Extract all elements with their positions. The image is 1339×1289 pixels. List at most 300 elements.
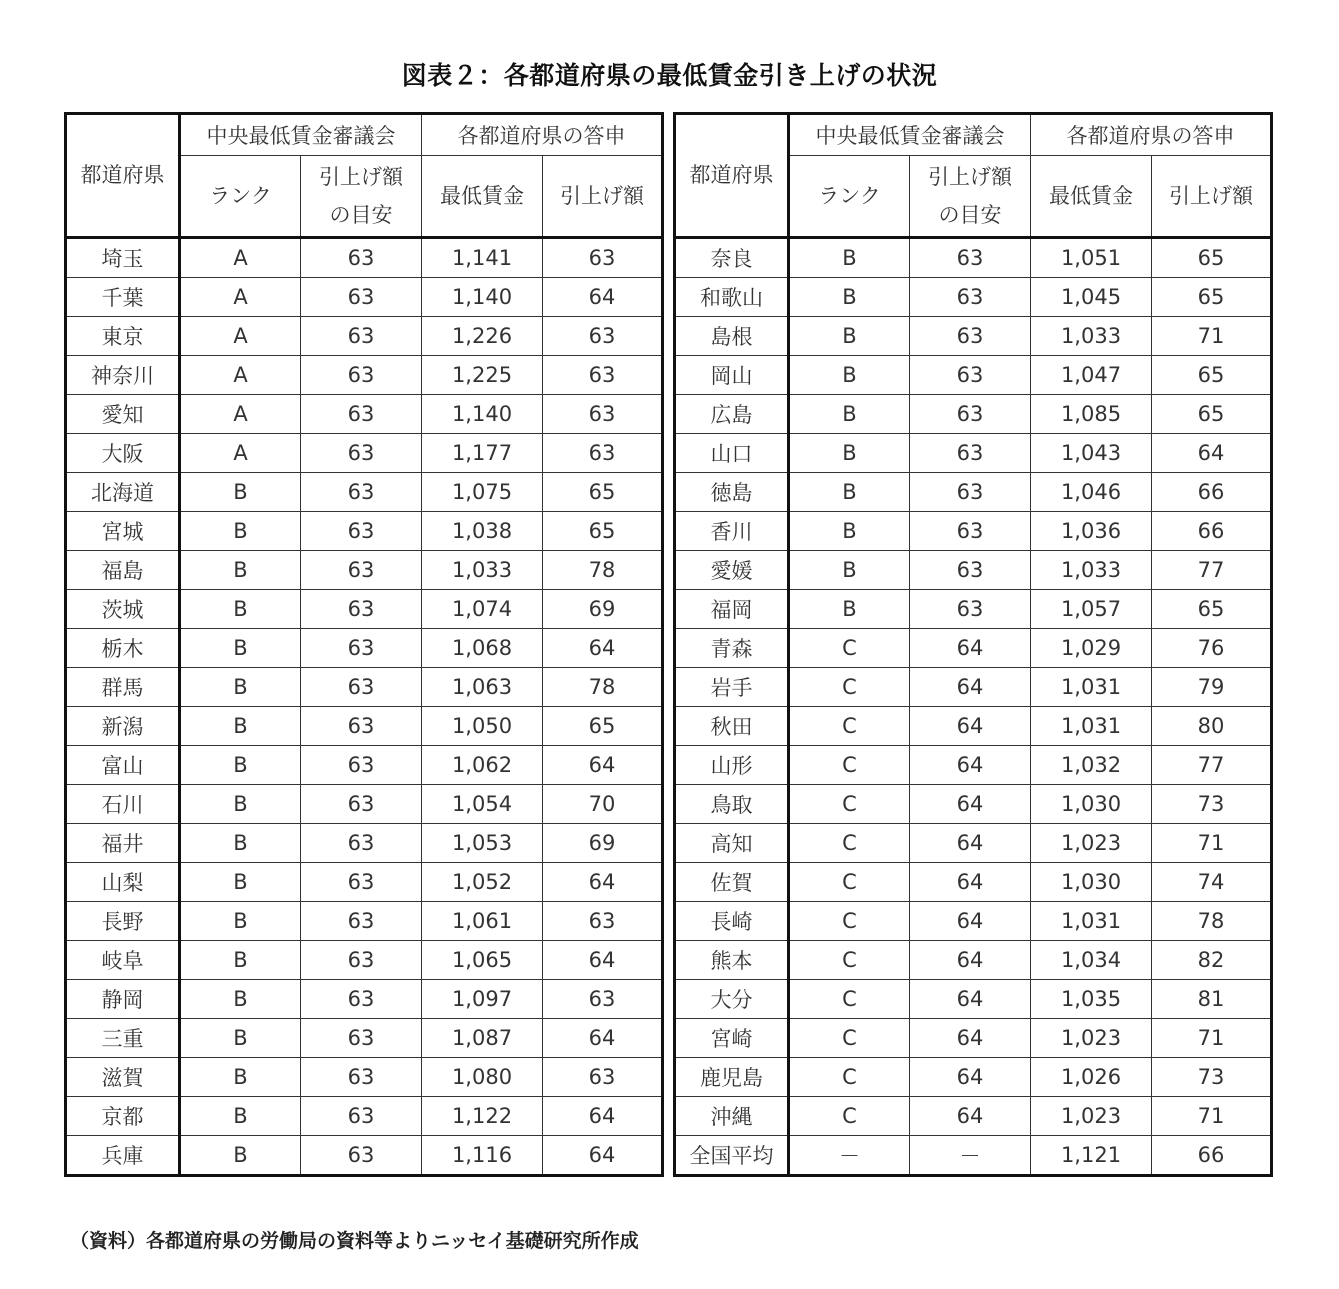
guideline-cell: 63 — [301, 356, 422, 395]
increase-cell: 71 — [1152, 317, 1272, 356]
min-wage-cell: 1,023 — [1031, 1019, 1152, 1058]
table-row — [675, 746, 1272, 785]
min-wage-cell: 1,031 — [1031, 668, 1152, 707]
increase-cell: 64 — [543, 1097, 663, 1136]
increase-cell: 65 — [1152, 590, 1272, 629]
prefecture-cell: 岩手 — [675, 668, 789, 707]
header-guideline — [910, 156, 1031, 238]
rank-cell: B — [180, 980, 301, 1019]
prefecture-cell: 北海道 — [66, 473, 180, 512]
prefecture-cell: 新潟 — [66, 707, 180, 746]
header-prefecture: 都道府県 — [66, 114, 180, 238]
source-note: （資料）各都道府県の労働局の資料等よりニッセイ基礎研究所作成 — [70, 1230, 639, 1252]
increase-cell: 77 — [1152, 551, 1272, 590]
prefecture-cell: 佐賀 — [675, 863, 789, 902]
rank-cell: C — [789, 1058, 910, 1097]
increase-cell: 77 — [1152, 746, 1272, 785]
table-row — [675, 551, 1272, 590]
table-row — [675, 590, 1272, 629]
prefecture-cell: 宮城 — [66, 512, 180, 551]
table-row — [66, 629, 663, 668]
rank-cell: B — [789, 278, 910, 317]
rank-cell: C — [789, 707, 910, 746]
table-row — [675, 395, 1272, 434]
increase-cell: 81 — [1152, 980, 1272, 1019]
guideline-cell: 64 — [910, 863, 1031, 902]
increase-cell: 64 — [543, 863, 663, 902]
min-wage-cell: 1,038 — [422, 512, 543, 551]
rank-cell: B — [180, 707, 301, 746]
header-central-council: 中央最低賃金審議会 — [180, 114, 422, 156]
guideline-cell: 63 — [301, 824, 422, 863]
table-row — [675, 941, 1272, 980]
guideline-cell: 63 — [301, 590, 422, 629]
increase-cell: 63 — [543, 238, 663, 278]
prefecture-cell: 三重 — [66, 1019, 180, 1058]
guideline-cell: 63 — [301, 980, 422, 1019]
increase-cell: 65 — [1152, 278, 1272, 317]
prefecture-cell: 大分 — [675, 980, 789, 1019]
increase-cell: 64 — [543, 1136, 663, 1176]
table-row — [675, 512, 1272, 551]
prefecture-cell: 長崎 — [675, 902, 789, 941]
rank-cell: B — [180, 473, 301, 512]
rank-cell: B — [789, 317, 910, 356]
rank-cell: B — [180, 746, 301, 785]
header-min-wage: 最低賃金 — [1031, 156, 1152, 238]
table-row — [66, 707, 663, 746]
prefecture-cell: 山口 — [675, 434, 789, 473]
min-wage-cell: 1,023 — [1031, 824, 1152, 863]
prefecture-cell: 熊本 — [675, 941, 789, 980]
table-row — [66, 473, 663, 512]
rank-cell: B — [789, 590, 910, 629]
rank-cell: B — [180, 551, 301, 590]
increase-cell: 66 — [1152, 512, 1272, 551]
rank-cell: B — [180, 863, 301, 902]
prefecture-cell: 神奈川 — [66, 356, 180, 395]
min-wage-cell: 1,047 — [1031, 356, 1152, 395]
min-wage-cell: 1,029 — [1031, 629, 1152, 668]
guideline-cell: 63 — [301, 785, 422, 824]
header-prefecture: 都道府県 — [675, 114, 789, 238]
min-wage-cell: 1,034 — [1031, 941, 1152, 980]
table-row — [675, 863, 1272, 902]
min-wage-cell: 1,031 — [1031, 902, 1152, 941]
table-row — [675, 1058, 1272, 1097]
prefecture-cell: 愛知 — [66, 395, 180, 434]
min-wage-cell: 1,043 — [1031, 434, 1152, 473]
table-row — [675, 473, 1272, 512]
table-row — [66, 941, 663, 980]
increase-cell: 63 — [543, 980, 663, 1019]
rank-cell: C — [789, 941, 910, 980]
table-row — [66, 980, 663, 1019]
increase-cell: 70 — [543, 785, 663, 824]
min-wage-cell: 1,033 — [1031, 551, 1152, 590]
table-body-left — [66, 238, 663, 1176]
table-row — [66, 785, 663, 824]
guideline-cell: 63 — [910, 473, 1031, 512]
header-increase: 引上げ額 — [543, 156, 663, 238]
prefecture-cell: 岐阜 — [66, 941, 180, 980]
table-row — [66, 356, 663, 395]
rank-cell: B — [789, 512, 910, 551]
min-wage-cell: 1,023 — [1031, 1097, 1152, 1136]
increase-cell: 82 — [1152, 941, 1272, 980]
increase-cell: 64 — [543, 629, 663, 668]
prefecture-cell: 東京 — [66, 317, 180, 356]
guideline-cell: 64 — [910, 1097, 1031, 1136]
table-row — [675, 980, 1272, 1019]
prefecture-cell: 山梨 — [66, 863, 180, 902]
table-row — [66, 902, 663, 941]
prefecture-cell: 全国平均 — [675, 1136, 789, 1176]
table-row — [66, 863, 663, 902]
table-row — [66, 746, 663, 785]
rank-cell: B — [180, 1136, 301, 1176]
min-wage-cell: 1,062 — [422, 746, 543, 785]
min-wage-cell: 1,226 — [422, 317, 543, 356]
prefecture-cell: 石川 — [66, 785, 180, 824]
header-prefecture-report: 各都道府県の答申 — [1031, 114, 1272, 156]
table-row — [675, 1136, 1272, 1176]
header-guideline-line1: 引上げ額 — [928, 165, 1012, 189]
min-wage-cell: 1,031 — [1031, 707, 1152, 746]
rank-cell: C — [789, 980, 910, 1019]
guideline-cell: 63 — [910, 317, 1031, 356]
min-wage-cell: 1,053 — [422, 824, 543, 863]
min-wage-cell: 1,074 — [422, 590, 543, 629]
rank-cell: B — [789, 395, 910, 434]
guideline-cell: 63 — [301, 1058, 422, 1097]
rank-cell: A — [180, 278, 301, 317]
prefecture-cell: 大阪 — [66, 434, 180, 473]
rank-cell: － — [789, 1136, 910, 1176]
table-row — [66, 512, 663, 551]
guideline-cell: 63 — [301, 395, 422, 434]
guideline-cell: 64 — [910, 785, 1031, 824]
rank-cell: C — [789, 785, 910, 824]
increase-cell: 69 — [543, 590, 663, 629]
increase-cell: 65 — [543, 512, 663, 551]
guideline-cell: 63 — [910, 395, 1031, 434]
increase-cell: 78 — [543, 668, 663, 707]
min-wage-cell: 1,141 — [422, 238, 543, 278]
guideline-cell: 63 — [910, 238, 1031, 278]
table-row — [66, 278, 663, 317]
rank-cell: C — [789, 668, 910, 707]
header-increase: 引上げ額 — [1152, 156, 1272, 238]
guideline-cell: 64 — [910, 1019, 1031, 1058]
table-row — [675, 1019, 1272, 1058]
rank-cell: A — [180, 238, 301, 278]
min-wage-cell: 1,051 — [1031, 238, 1152, 278]
min-wage-cell: 1,116 — [422, 1136, 543, 1176]
min-wage-cell: 1,122 — [422, 1097, 543, 1136]
increase-cell: 66 — [1152, 1136, 1272, 1176]
prefecture-cell: 京都 — [66, 1097, 180, 1136]
guideline-cell: 63 — [910, 434, 1031, 473]
increase-cell: 65 — [543, 473, 663, 512]
min-wage-cell: 1,057 — [1031, 590, 1152, 629]
increase-cell: 71 — [1152, 824, 1272, 863]
table-row — [66, 434, 663, 473]
rank-cell: B — [789, 356, 910, 395]
guideline-cell: 63 — [301, 434, 422, 473]
prefecture-cell: 秋田 — [675, 707, 789, 746]
page-title: 図表２：各都道府県の最低賃金引き上げの状況 — [401, 61, 938, 90]
increase-cell: 66 — [1152, 473, 1272, 512]
increase-cell: 63 — [543, 902, 663, 941]
guideline-cell: 63 — [301, 1136, 422, 1176]
guideline-cell: 63 — [301, 629, 422, 668]
prefecture-cell: 広島 — [675, 395, 789, 434]
prefecture-cell: 島根 — [675, 317, 789, 356]
increase-cell: 74 — [1152, 863, 1272, 902]
prefecture-cell: 山形 — [675, 746, 789, 785]
guideline-cell: 63 — [301, 1019, 422, 1058]
rank-cell: B — [180, 1019, 301, 1058]
guideline-cell: 63 — [910, 512, 1031, 551]
increase-cell: 65 — [1152, 238, 1272, 278]
min-wage-cell: 1,030 — [1031, 863, 1152, 902]
wage-table-right — [673, 112, 1273, 1177]
rank-cell: B — [789, 434, 910, 473]
header-guideline-line2: の目安 — [938, 203, 1002, 227]
min-wage-cell: 1,087 — [422, 1019, 543, 1058]
prefecture-cell: 千葉 — [66, 278, 180, 317]
header-min-wage: 最低賃金 — [422, 156, 543, 238]
header-guideline — [301, 156, 422, 238]
min-wage-cell: 1,035 — [1031, 980, 1152, 1019]
table-row — [66, 551, 663, 590]
prefecture-cell: 埼玉 — [66, 238, 180, 278]
rank-cell: B — [789, 551, 910, 590]
min-wage-cell: 1,225 — [422, 356, 543, 395]
guideline-cell: 63 — [301, 238, 422, 278]
increase-cell: 64 — [543, 941, 663, 980]
prefecture-cell: 沖縄 — [675, 1097, 789, 1136]
table-row — [675, 1097, 1272, 1136]
increase-cell: 63 — [543, 356, 663, 395]
rank-cell: B — [180, 512, 301, 551]
min-wage-cell: 1,121 — [1031, 1136, 1152, 1176]
rank-cell: C — [789, 629, 910, 668]
increase-cell: 78 — [1152, 902, 1272, 941]
rank-cell: B — [180, 1097, 301, 1136]
guideline-cell: 64 — [910, 746, 1031, 785]
min-wage-cell: 1,177 — [422, 434, 543, 473]
header-central-council: 中央最低賃金審議会 — [789, 114, 1031, 156]
prefecture-cell: 鳥取 — [675, 785, 789, 824]
increase-cell: 73 — [1152, 785, 1272, 824]
min-wage-cell: 1,065 — [422, 941, 543, 980]
increase-cell: 63 — [543, 395, 663, 434]
guideline-cell: 63 — [910, 356, 1031, 395]
increase-cell: 65 — [1152, 356, 1272, 395]
table-row — [66, 395, 663, 434]
table-row — [675, 629, 1272, 668]
min-wage-cell: 1,032 — [1031, 746, 1152, 785]
prefecture-cell: 栃木 — [66, 629, 180, 668]
table-row — [675, 278, 1272, 317]
table-row — [66, 824, 663, 863]
table-row — [675, 902, 1272, 941]
header-rank: ランク — [180, 156, 301, 238]
guideline-cell: 63 — [910, 551, 1031, 590]
table-row — [66, 668, 663, 707]
increase-cell: 69 — [543, 824, 663, 863]
rank-cell: B — [180, 902, 301, 941]
prefecture-cell: 富山 — [66, 746, 180, 785]
rank-cell: B — [789, 238, 910, 278]
table-row — [675, 434, 1272, 473]
table-row — [66, 238, 663, 278]
increase-cell: 71 — [1152, 1097, 1272, 1136]
increase-cell: 63 — [543, 1058, 663, 1097]
prefecture-cell: 福井 — [66, 824, 180, 863]
table-row — [675, 317, 1272, 356]
guideline-cell: 63 — [910, 590, 1031, 629]
header-prefecture-report: 各都道府県の答申 — [422, 114, 663, 156]
increase-cell: 65 — [1152, 395, 1272, 434]
min-wage-cell: 1,050 — [422, 707, 543, 746]
prefecture-cell: 香川 — [675, 512, 789, 551]
table-row — [675, 824, 1272, 863]
rank-cell: C — [789, 1019, 910, 1058]
guideline-cell: 63 — [301, 902, 422, 941]
increase-cell: 73 — [1152, 1058, 1272, 1097]
guideline-cell: 63 — [301, 863, 422, 902]
guideline-cell: 64 — [910, 902, 1031, 941]
wage-table-left — [64, 112, 664, 1177]
min-wage-cell: 1,054 — [422, 785, 543, 824]
increase-cell: 63 — [543, 317, 663, 356]
prefecture-cell: 茨城 — [66, 590, 180, 629]
rank-cell: C — [789, 902, 910, 941]
min-wage-cell: 1,026 — [1031, 1058, 1152, 1097]
rank-cell: B — [789, 473, 910, 512]
rank-cell: B — [180, 590, 301, 629]
guideline-cell: 64 — [910, 824, 1031, 863]
guideline-cell: 63 — [301, 668, 422, 707]
prefecture-cell: 福岡 — [675, 590, 789, 629]
prefecture-cell: 長野 — [66, 902, 180, 941]
increase-cell: 64 — [543, 278, 663, 317]
prefecture-cell: 宮崎 — [675, 1019, 789, 1058]
guideline-cell: 63 — [301, 551, 422, 590]
rank-cell: C — [789, 1097, 910, 1136]
prefecture-cell: 福島 — [66, 551, 180, 590]
table-row — [66, 590, 663, 629]
table-row — [675, 707, 1272, 746]
table-row — [66, 1097, 663, 1136]
guideline-cell: 63 — [301, 473, 422, 512]
prefecture-cell: 徳島 — [675, 473, 789, 512]
increase-cell: 71 — [1152, 1019, 1272, 1058]
guideline-cell: 64 — [910, 629, 1031, 668]
table-row — [66, 317, 663, 356]
guideline-cell: 63 — [301, 317, 422, 356]
guideline-cell: 63 — [301, 746, 422, 785]
table-row — [66, 1136, 663, 1176]
rank-cell: A — [180, 395, 301, 434]
guideline-cell: 63 — [301, 278, 422, 317]
prefecture-cell: 兵庫 — [66, 1136, 180, 1176]
header-guideline-line1: 引上げ額 — [319, 165, 403, 189]
guideline-cell: 63 — [301, 512, 422, 551]
prefecture-cell: 奈良 — [675, 238, 789, 278]
min-wage-cell: 1,068 — [422, 629, 543, 668]
min-wage-cell: 1,063 — [422, 668, 543, 707]
min-wage-cell: 1,080 — [422, 1058, 543, 1097]
min-wage-cell: 1,030 — [1031, 785, 1152, 824]
table-body-right — [675, 238, 1272, 1176]
rank-cell: B — [180, 1058, 301, 1097]
guideline-cell: 64 — [910, 668, 1031, 707]
min-wage-cell: 1,045 — [1031, 278, 1152, 317]
increase-cell: 63 — [543, 434, 663, 473]
rank-cell: C — [789, 746, 910, 785]
prefecture-cell: 岡山 — [675, 356, 789, 395]
rank-cell: A — [180, 434, 301, 473]
guideline-cell: － — [910, 1136, 1031, 1176]
table-row — [66, 1058, 663, 1097]
prefecture-cell: 静岡 — [66, 980, 180, 1019]
rank-cell: B — [180, 824, 301, 863]
guideline-cell: 64 — [910, 941, 1031, 980]
guideline-cell: 64 — [910, 707, 1031, 746]
increase-cell: 65 — [543, 707, 663, 746]
guideline-cell: 64 — [910, 1058, 1031, 1097]
increase-cell: 64 — [1152, 434, 1272, 473]
table-row — [675, 356, 1272, 395]
rank-cell: C — [789, 863, 910, 902]
min-wage-cell: 1,061 — [422, 902, 543, 941]
increase-cell: 80 — [1152, 707, 1272, 746]
min-wage-cell: 1,033 — [1031, 317, 1152, 356]
increase-cell: 79 — [1152, 668, 1272, 707]
increase-cell: 64 — [543, 746, 663, 785]
min-wage-cell: 1,140 — [422, 278, 543, 317]
min-wage-cell: 1,075 — [422, 473, 543, 512]
rank-cell: C — [789, 824, 910, 863]
increase-cell: 78 — [543, 551, 663, 590]
prefecture-cell: 群馬 — [66, 668, 180, 707]
prefecture-cell: 青森 — [675, 629, 789, 668]
guideline-cell: 63 — [910, 278, 1031, 317]
header-guideline-line2: の目安 — [329, 203, 393, 227]
increase-cell: 76 — [1152, 629, 1272, 668]
table-row — [675, 668, 1272, 707]
rank-cell: B — [180, 785, 301, 824]
min-wage-cell: 1,052 — [422, 863, 543, 902]
prefecture-cell: 高知 — [675, 824, 789, 863]
rank-cell: B — [180, 668, 301, 707]
min-wage-cell: 1,140 — [422, 395, 543, 434]
prefecture-cell: 愛媛 — [675, 551, 789, 590]
min-wage-cell: 1,033 — [422, 551, 543, 590]
increase-cell: 64 — [543, 1019, 663, 1058]
table-row — [66, 1019, 663, 1058]
prefecture-cell: 鹿児島 — [675, 1058, 789, 1097]
prefecture-cell: 滋賀 — [66, 1058, 180, 1097]
guideline-cell: 63 — [301, 1097, 422, 1136]
rank-cell: A — [180, 356, 301, 395]
header-rank: ランク — [789, 156, 910, 238]
min-wage-cell: 1,046 — [1031, 473, 1152, 512]
